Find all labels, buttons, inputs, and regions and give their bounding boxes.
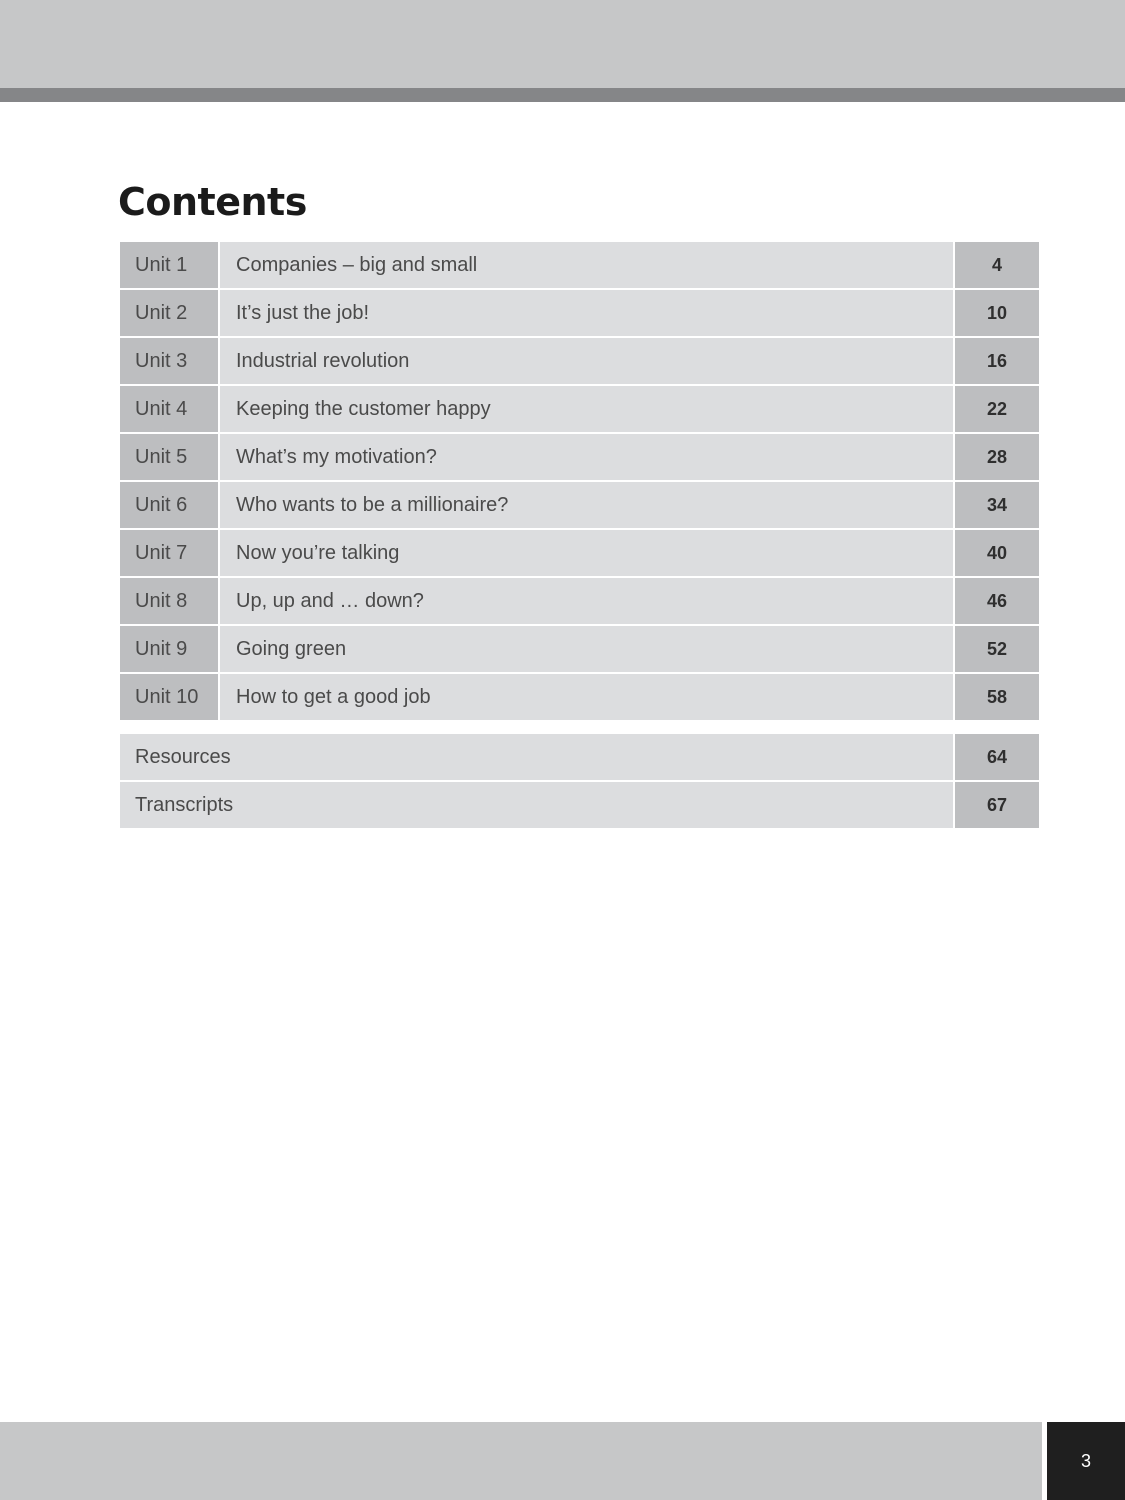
- toc-row-unit-8[interactable]: [120, 578, 1039, 624]
- toc-row-unit-3[interactable]: [120, 338, 1039, 384]
- folio-number: 3: [1080, 1450, 1091, 1471]
- toc-row-unit-2[interactable]: [120, 290, 1039, 336]
- unit-topic: Industrial revolution: [220, 338, 953, 384]
- toc-row-resources[interactable]: [120, 734, 1039, 780]
- extra-label: Resources: [120, 734, 953, 780]
- page-number: 64: [955, 734, 1039, 780]
- unit-label: Unit 5: [120, 434, 218, 480]
- page-number: 34: [955, 482, 1039, 528]
- toc-row-unit-9[interactable]: [120, 626, 1039, 672]
- page-number: 58: [955, 674, 1039, 720]
- unit-label: Unit 2: [120, 290, 218, 336]
- toc-row-unit-1[interactable]: [120, 242, 1039, 288]
- unit-topic: Going green: [220, 626, 953, 672]
- page-number: 28: [955, 434, 1039, 480]
- toc-row-unit-10[interactable]: [120, 674, 1039, 720]
- unit-topic: It’s just the job!: [220, 290, 953, 336]
- unit-label: Unit 3: [120, 338, 218, 384]
- unit-topic: Companies – big and small: [220, 242, 953, 288]
- section-gap: [120, 722, 1039, 734]
- unit-label: Unit 1: [120, 242, 218, 288]
- page-number: 52: [955, 626, 1039, 672]
- unit-label: Unit 6: [120, 482, 218, 528]
- page-number: 22: [955, 386, 1039, 432]
- unit-topic: How to get a good job: [220, 674, 953, 720]
- footer-band: [0, 1422, 1042, 1500]
- page-number: 67: [955, 782, 1039, 828]
- unit-label: Unit 7: [120, 530, 218, 576]
- toc-row-unit-5[interactable]: [120, 434, 1039, 480]
- extra-label: Transcripts: [120, 782, 953, 828]
- unit-label: Unit 8: [120, 578, 218, 624]
- unit-topic: Now you’re talking: [220, 530, 953, 576]
- unit-label: Unit 9: [120, 626, 218, 672]
- page-number: 40: [955, 530, 1039, 576]
- page-number: 10: [955, 290, 1039, 336]
- header-band: [0, 0, 1125, 88]
- toc-row-unit-7[interactable]: [120, 530, 1039, 576]
- contents-table: [120, 242, 1039, 830]
- unit-label: Unit 10: [120, 674, 218, 720]
- unit-label: Unit 4: [120, 386, 218, 432]
- unit-topic: Who wants to be a millionaire?: [220, 482, 953, 528]
- page-number: 16: [955, 338, 1039, 384]
- folio: [1047, 1422, 1125, 1500]
- page-number: 46: [955, 578, 1039, 624]
- unit-topic: Up, up and … down?: [220, 578, 953, 624]
- toc-row-unit-6[interactable]: [120, 482, 1039, 528]
- toc-row-unit-4[interactable]: [120, 386, 1039, 432]
- unit-topic: Keeping the customer happy: [220, 386, 953, 432]
- toc-row-transcripts[interactable]: [120, 782, 1039, 828]
- header-rule: [0, 88, 1125, 102]
- page-title: Contents: [118, 180, 307, 224]
- unit-topic: What’s my motivation?: [220, 434, 953, 480]
- page-number: 4: [955, 242, 1039, 288]
